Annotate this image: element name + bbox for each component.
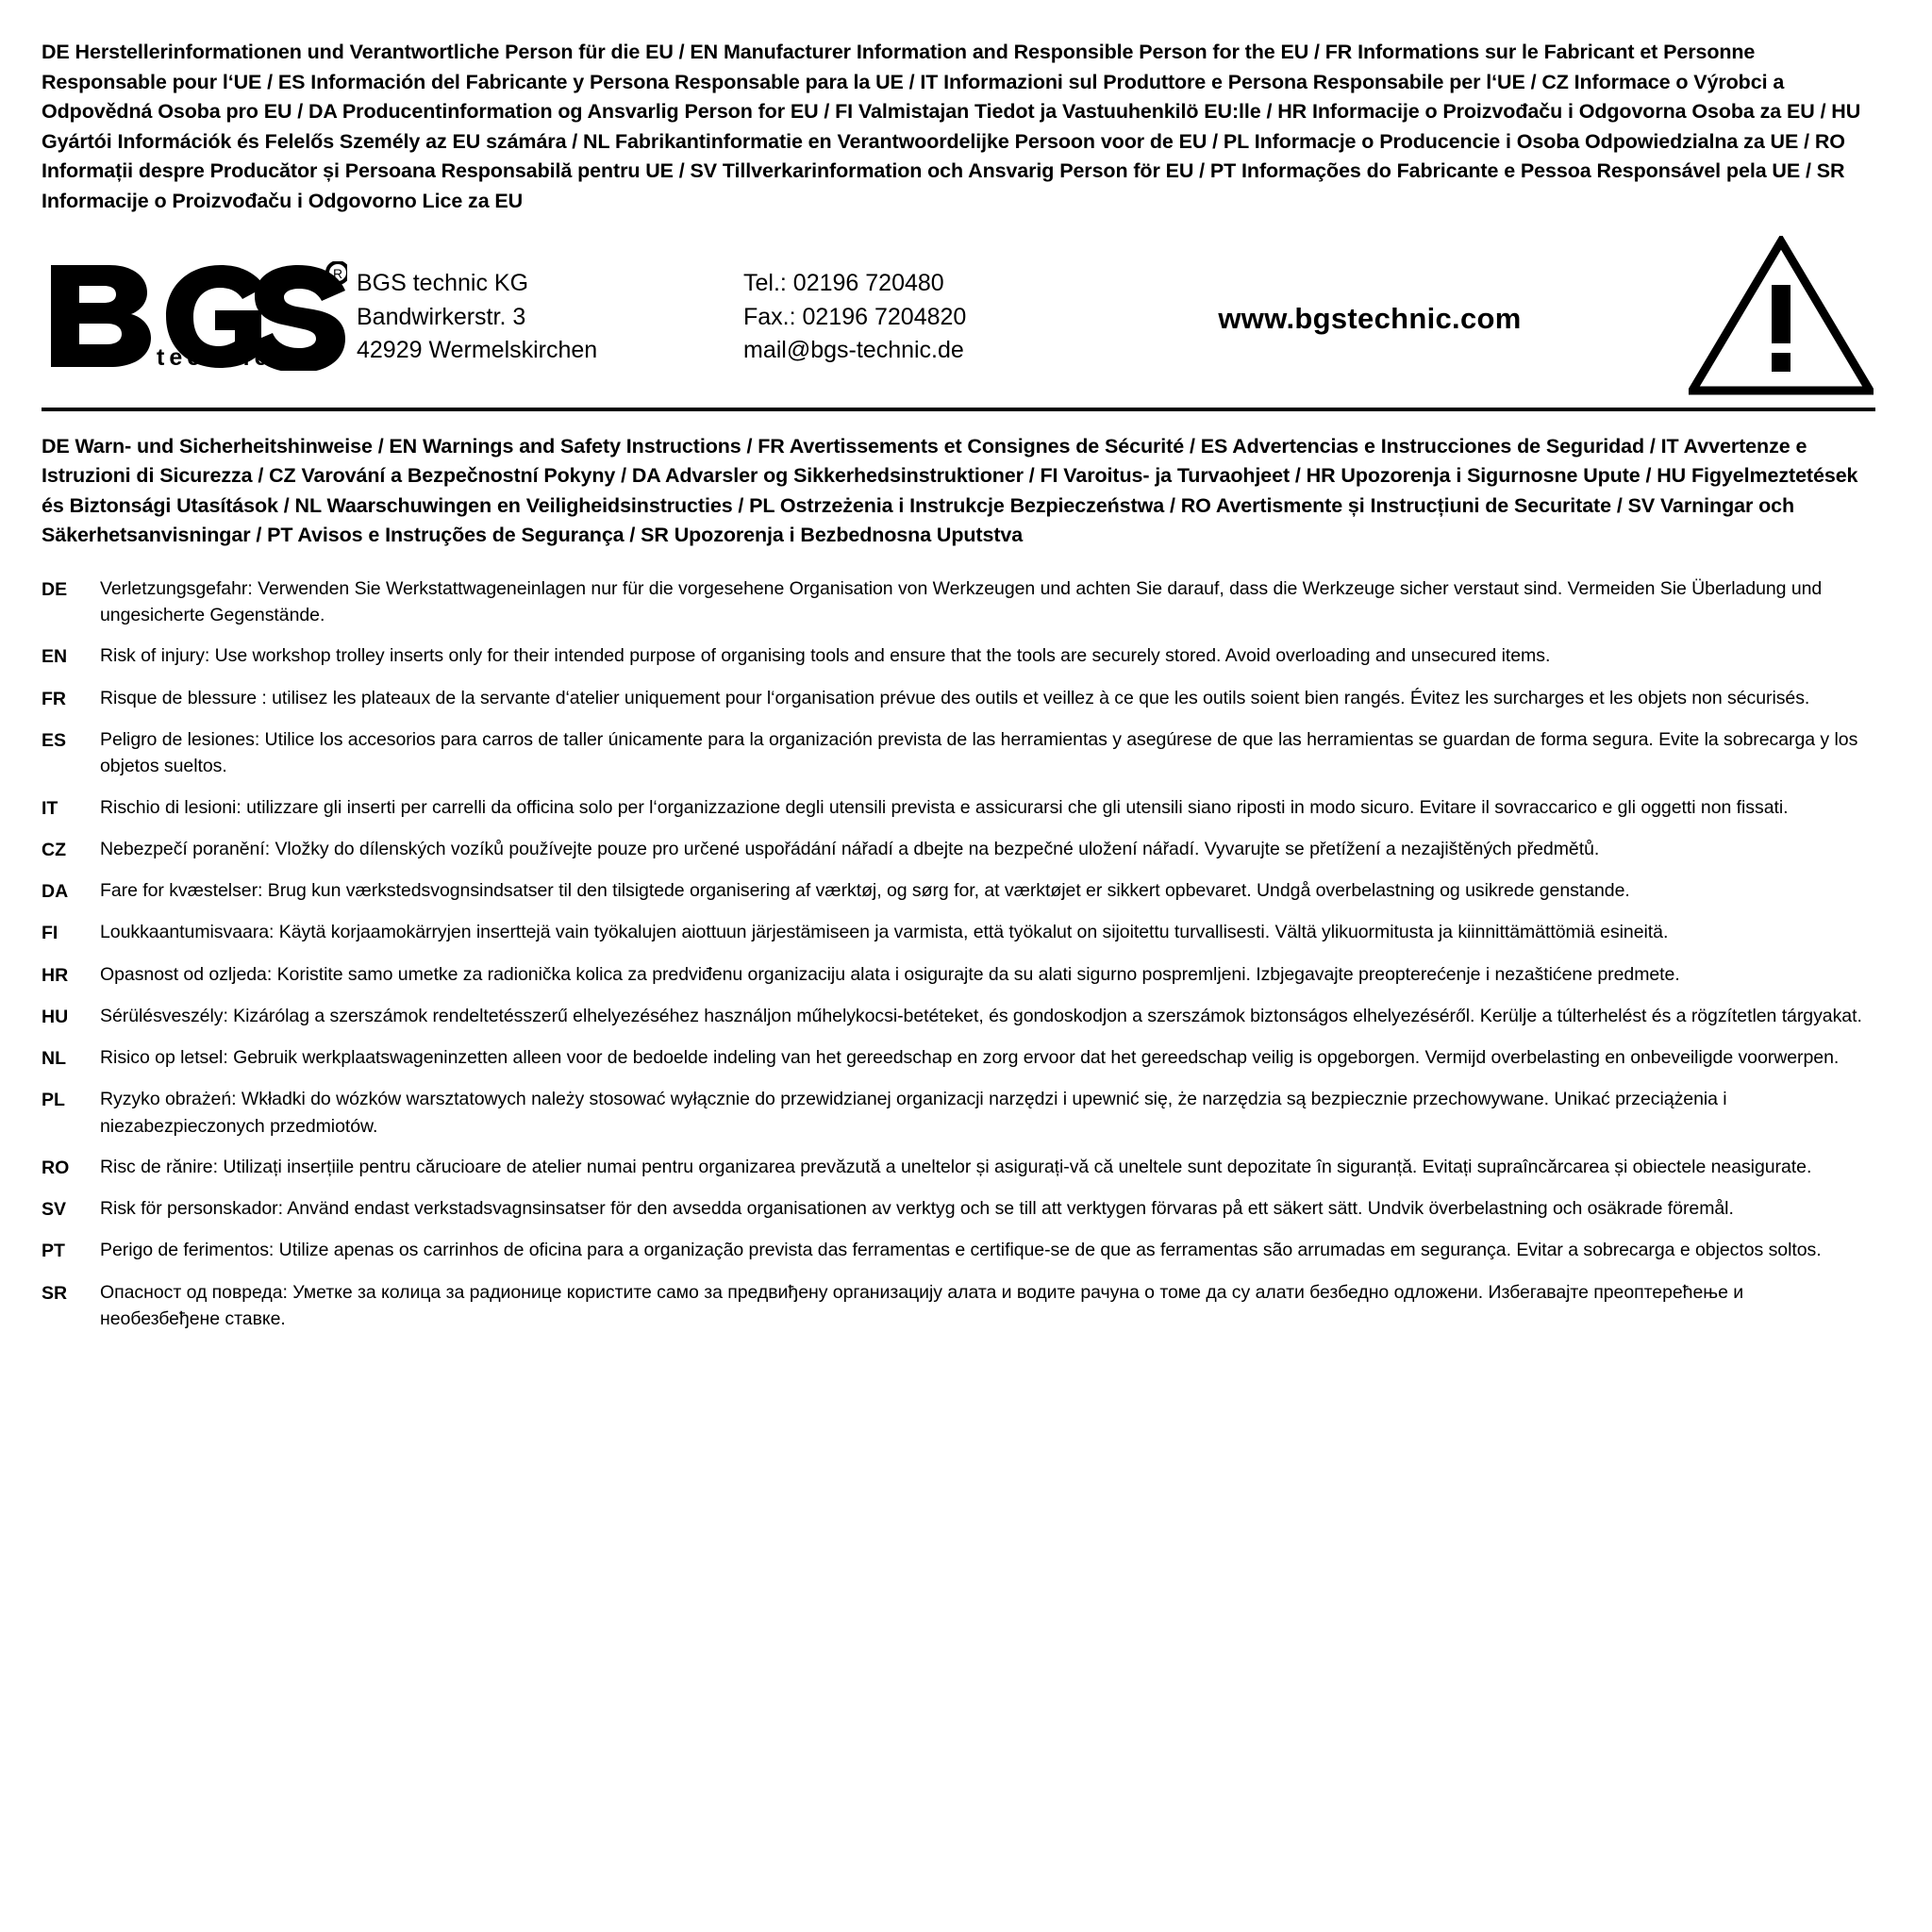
list-item bbox=[42, 836, 1877, 863]
list-item bbox=[42, 1279, 1877, 1333]
multilingual-title: DE Herstellerinformationen und Verantwortliche Person für die EU / EN Manufacturer Information and Responsible Person for the EU / FR Informations sur le Fabricant et Personne Responsable pour l‘UE / ES Información del Fabricante y Persona Responsable para la UE / IT Informazioni sul Produttore e Persona Responsabile per l‘UE / CZ Informace o Výrobci a Odpovědná Osoba pro EU / DA Producentinformation og Ansvarlig Person for EU / FI Valmistajan Tiedot ja Vastuuhenkilö EU:lle / HR Informacije o Proizvođaču i Odgovorna Osoba za EU / HU Gyártói Információk és Felelős Személy az EU számára / NL Fabrikantinformatie en Verantwoordelijke Persoon voor de EU / PL Informacje o Producencie i Osoba Odpowiedzialna za UE / RO Informații despre Producător și Persoana Responsabilă pentru UE / SV Tillverkarinformation och Ansvarig Person för EU / PT Informações do Fabricante e Pessoa Responsável pela UE / SR Informacije o Proizvođaču i Odgovorno Lice za EU bbox=[42, 41, 1861, 212]
bgs-logo-icon bbox=[45, 261, 347, 371]
instruction-text: Risc de rănire: Utilizați inserțiile pentru cărucioare de atelier numai pentru organizarea prevăzută a uneltelor și asigurați-vă că uneltele sunt depozitate în siguranță. Evitați supraîncărcarea și obiectele neasigurate. bbox=[100, 1156, 1812, 1177]
instruction-text: Ryzyko obrażeń: Wkładki do wózków warsztatowych należy stosować wyłącznie do przewidzianej organizacji narzędzi i upewnić się, że narzędzia są bezpiecznie przechowywane. Unikać przeciążenia i niezabezpieczonych przedmiotów. bbox=[100, 1089, 1727, 1137]
instruction-text: Risque de blessure : utilisez les plateaux de la servante d‘atelier uniquement pour l‘organisation prévue des outils et veillez à ce que les outils soient bien rangés. Évitez les surcharges et les objets non sécurisés. bbox=[100, 687, 1810, 708]
bgs-logo bbox=[40, 261, 357, 371]
warning-triangle bbox=[1675, 236, 1877, 396]
language-code: HR bbox=[42, 964, 69, 986]
instruction-text: Loukkaantumisvaara: Käytä korjaamokärryjen inserttejä vain työkalujen aiottuun järjestämiseen ja varmista, että työkalut on sijoitettu turvallisesti. Vältä ylikuormitusta ja kiinnittämättömiä esineitä. bbox=[100, 922, 1669, 943]
svg-text:technic: technic bbox=[157, 343, 273, 371]
instruction-text: Perigo de ferimentos: Utilize apenas os carrinhos de oficina para a organização prevista das ferramentas e certifique-se de que as ferramentas são arrumadas em segurança. Evitar a sobrecarga e objectos soltos. bbox=[100, 1240, 1822, 1261]
instruction-text: Опасност од повреда: Уметке за колица за радионице користите само за предвиђену организацију алата и водите рачуна о томе да су алати безбедно одложени. Избегавајте преоптерећење и необезбеђене ставке. bbox=[100, 1281, 1744, 1329]
instruction-text: Sérülésveszély: Kizárólag a szerszámok rendeltetésszerű elhelyezéséhez használjon műhelykocsi-betéteket, és gondoskodjon a szerszámok biztonságos elhelyezéséről. Kerülje a túlterhelést és a rögzítetlen tárgyakat. bbox=[100, 1005, 1862, 1026]
list-item bbox=[42, 1154, 1877, 1181]
list-item bbox=[42, 794, 1877, 822]
svg-text:R: R bbox=[332, 265, 343, 281]
instruction-text: Risico op letsel: Gebruik werkplaatswageninzetten alleen voor de bedoelde indeling van het gereedschap en zorg ervoor dat het gereedschap veilig is opgeborgen. Vermijd overbelasting en onbeveiligde voorwerpen. bbox=[100, 1047, 1840, 1069]
list-item bbox=[42, 1003, 1877, 1030]
language-code: PL bbox=[42, 1090, 65, 1111]
company-header bbox=[40, 230, 1877, 400]
company-city: 42929 Wermelskirchen bbox=[357, 337, 598, 364]
list-item bbox=[42, 1237, 1877, 1264]
list-item bbox=[42, 642, 1877, 670]
list-item bbox=[42, 919, 1877, 946]
instruction-text: Risk för personskador: Använd endast verkstadsvagnsinsatser för den avsedda organisationen av verktyg och se till att verktygen förvaras på ett säkert sätt. Undvik överbelastning och osäkrade föremål. bbox=[100, 1198, 1734, 1220]
company-website: www.bgstechnic.com bbox=[1218, 301, 1522, 335]
company-name: BGS technic KG bbox=[357, 270, 529, 297]
list-item bbox=[42, 575, 1877, 629]
language-code: HU bbox=[42, 1006, 69, 1027]
instruction-text: Rischio di lesioni: utilizzare gli inserti per carrelli da officina solo per l‘organizzazione degli utensili prevista e assicurarsi che gli utensili siano riposti in modo sicuro. Evitare il sovraccarico e gli oggetti non fissati. bbox=[100, 796, 1789, 818]
instruction-text: Verletzungsgefahr: Verwenden Sie Werkstattwageneinlagen nur für die vorgesehene Organisation von Werkzeugen und achten Sie darauf, dass die Werkzeuge sicher verstaut sind. Vermeiden Sie Überladung und ungesicherte Gegenstände. bbox=[100, 577, 1823, 626]
instruction-text: Peligro de lesiones: Utilice los accesorios para carros de taller únicamente para la organización prevista de las herramientas y asegúrese de que las herramientas se guardan de forma segura. Evite la sobrecarga y los objetos sueltos. bbox=[100, 729, 1858, 777]
company-fax: Fax.: 02196 7204820 bbox=[743, 303, 967, 330]
company-address bbox=[357, 263, 743, 368]
language-code: EN bbox=[42, 646, 68, 668]
language-code: ES bbox=[42, 730, 67, 751]
company-street: Bandwirkerstr. 3 bbox=[357, 303, 526, 330]
instruction-text: Fare for kvæstelser: Brug kun værkstedsvognsindsatser til den tilsigtede organisering af værktøj, og sørg for, at værktøjet er sikkert opbevaret. Undgå overbelastning og usikrede genstande. bbox=[100, 880, 1630, 902]
language-code: SR bbox=[42, 1282, 68, 1304]
list-item bbox=[42, 877, 1877, 905]
company-email: mail@bgs-technic.de bbox=[743, 337, 964, 364]
language-code: FR bbox=[42, 688, 66, 709]
company-contact bbox=[743, 263, 1064, 368]
language-code: PT bbox=[42, 1241, 65, 1262]
instruction-text: Risk of injury: Use workshop trolley inserts only for their intended purpose of organising tools and ensure that the tools are securely stored. Avoid overloading and unsecured items. bbox=[100, 645, 1551, 667]
instruction-text: Opasnost od ozljeda: Koristite samo umetke za radionička kolica za predviđenu organizaciju alata i osigurajte da su alati sigurno pospremljeni. Izbjegavajte preopterećenje i nezaštićene predmete. bbox=[100, 963, 1680, 985]
language-code: IT bbox=[42, 797, 58, 819]
header-divider bbox=[42, 408, 1875, 411]
list-item bbox=[42, 961, 1877, 989]
company-tel: Tel.: 02196 720480 bbox=[743, 270, 944, 297]
list-item bbox=[42, 1086, 1877, 1140]
language-code: DA bbox=[42, 881, 69, 903]
language-code: RO bbox=[42, 1157, 70, 1178]
instruction-text: Nebezpečí poranění: Vložky do dílenských vozíků používejte pouze pro určené uspořádání nářadí a dbejte na bezpečné uložení nářadí. Vyvarujte se přetížení a nezajištěných předmětů. bbox=[100, 838, 1600, 859]
language-code: NL bbox=[42, 1048, 66, 1070]
list-item bbox=[42, 1044, 1877, 1072]
list-item bbox=[42, 1195, 1877, 1223]
list-item bbox=[42, 726, 1877, 780]
warnings-heading: DE Warn- und Sicherheitshinweise / EN Warnings and Safety Instructions / FR Avertissements et Consignes de Sécurité / ES Advertencias e Instrucciones de Seguridad / IT Avvertenze e Istruzioni di Sicurezza / CZ Varování a Bezpečnostní Pokyny / DA Advarsler og Sikkerhedsinstruktioner / FI Varoitus- ja Turvaohjeet / HR Upozorenja i Sigurnosne Upute / HU Figyelmeztetések és Biztonsági Utasítások / NL Waarschuwingen en Veiligheidsinstructies / PL Ostrzeżenia i Instrukcje Bezpieczeństwa / RO Avertismente și Instrucțiuni de Securitate / SV Varningar och Säkerhetsanvisningar / PT Avisos e Instruções de Segurança / SR Upozorenja i Bezbednosna Uputstva bbox=[42, 434, 1858, 547]
language-code: FI bbox=[42, 923, 58, 944]
list-item bbox=[42, 685, 1877, 712]
language-code: DE bbox=[42, 578, 68, 600]
language-code: CZ bbox=[42, 839, 66, 860]
warning-triangle-icon bbox=[1689, 236, 1874, 396]
language-code: SV bbox=[42, 1199, 67, 1221]
instructions-list bbox=[42, 575, 1877, 1332]
